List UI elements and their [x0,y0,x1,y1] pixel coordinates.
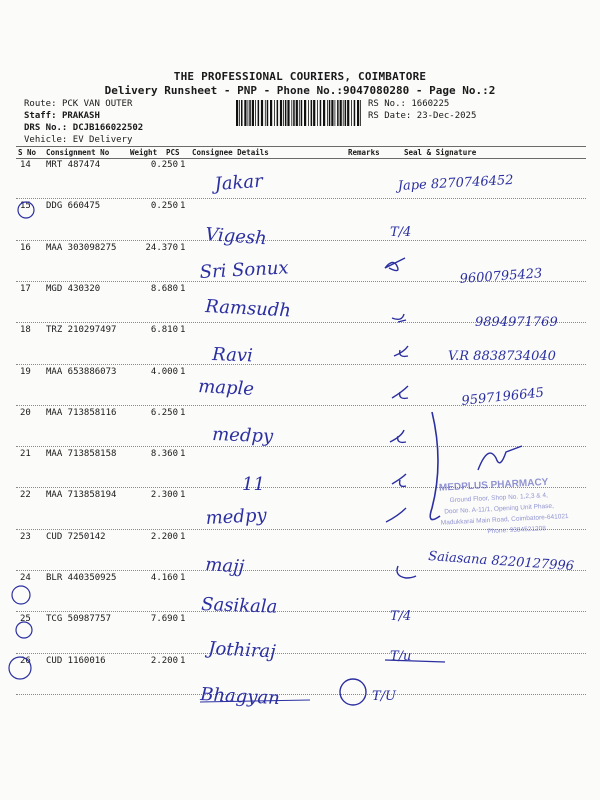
barcode-bar [236,100,238,126]
rs-no-value: 1660225 [411,99,450,109]
ink-mark-16 [385,258,405,271]
row-pcs: 1 [180,449,186,459]
runsheet-meta-left [24,98,143,146]
handwritten-consignee: Jakar [213,170,264,195]
row-sno: 17 [20,284,31,294]
row-sno: 20 [20,408,31,418]
route-line: Route: PCK VAN OUTER [24,99,133,109]
row-pcs: 1 [180,243,186,253]
row-divider [16,405,586,406]
table-row [16,449,586,461]
barcode-bar [323,100,325,126]
handwritten-consignee: majj [204,554,245,578]
row-divider [16,570,586,571]
row-pcs: 1 [180,532,186,542]
ink-mark-18 [394,346,408,356]
table-row [16,325,586,337]
handwritten-consignee: medpy [205,504,268,529]
barcode-bar [255,100,256,126]
ink-mark-20 [390,430,406,442]
row-divider [16,281,586,282]
table-row [16,367,586,379]
row-consignment: CUD 1160016 [46,656,106,666]
barcode-bar [248,100,249,126]
rs-date-value: 23-Dec-2025 [416,111,477,121]
barcode-bar [261,100,263,126]
staff-line: Staff: PRAKASH [24,111,100,121]
row-weight: 0.250 [150,160,178,170]
company-name: THE PROFESSIONAL COURIERS, COIMBATORE [173,70,427,83]
table-row [16,490,586,505]
col-consignee: Consignee Details [192,148,269,157]
row-divider [16,322,586,323]
route-value: PCK VAN OUTER [61,99,133,109]
barcode-bar [340,100,342,126]
ink-circle-24 [12,586,30,604]
handwritten-signature: V.R 8838734040 [448,349,556,364]
table-row [16,614,586,626]
drs-line: DRS No.: DCJB166022502 [24,123,144,133]
handwritten-signature: T/u [390,649,412,664]
ink-underline-26 [200,700,310,702]
ink-mark-19 [392,386,408,398]
handwritten-signature: T/U [372,689,397,704]
barcode-bar [311,100,313,126]
row-divider [16,694,586,695]
row-pcs: 1 [180,160,186,170]
row-consignment: MAA 713858194 [46,490,117,500]
row-pcs: 1 [180,614,186,624]
row-weight: 4.160 [150,573,178,583]
handwritten-consignee: Ravi [211,344,254,367]
barcode-bar [335,100,336,126]
row-consignment: DDG 660475 [46,201,101,211]
row-pcs: 1 [180,284,186,294]
barcode-bar [331,100,333,126]
handwritten-consignee: Bhagyan [199,684,281,710]
row-consignment: MAA 713858116 [46,408,117,418]
drs-value: DCJB166022502 [72,123,144,133]
row-pcs: 1 [180,573,186,583]
barcode-bar [308,100,309,126]
handwritten-signature: 9597196645 [460,385,545,409]
barcode-bar [291,100,292,126]
stamp-phone: Phone: 9384521208 [487,525,547,536]
ink-long-stroke [430,412,440,520]
col-seal: Seal & Signature [404,148,477,157]
barcode-bar [241,100,243,126]
barcode [236,100,364,126]
col-consignment: Consignment No [46,148,110,157]
row-weight: 0.250 [150,201,178,211]
staff-value: PRAKASH [61,111,100,121]
barcode-bar [351,100,352,126]
row-weight: 2.300 [150,490,178,500]
barcode-bar [258,100,260,126]
row-sno: 19 [20,367,31,377]
barcode-bar [337,100,339,126]
row-weight: 8.680 [150,284,178,294]
vehicle-value: EV Delivery [72,135,133,145]
row-consignment: BLR 440350925 [46,573,117,583]
barcode-bar [287,100,289,126]
table-row [16,160,586,172]
barcode-bar [329,100,331,126]
barcode-bar [277,100,279,126]
row-weight: 4.000 [150,367,178,377]
barcode-bar [313,100,315,126]
row-sno: 15 [20,201,31,211]
row-consignment: TCG 50987757 [46,614,112,624]
header-bottom-rule [16,158,586,159]
handwritten-signature: 9600795423 [459,266,543,287]
handwritten-consignee: Vigesh [204,224,268,250]
row-divider [16,198,586,199]
table-row [16,408,586,420]
row-sno: 24 [20,573,31,583]
stamp-line-1: Ground Floor, Shop No. 1,2,3 & 4, [449,492,549,505]
barcode-bar [327,100,328,126]
col-pcs: PCS [166,148,180,157]
barcode-bar [299,100,300,126]
row-weight: 6.810 [150,325,178,335]
row-divider [16,446,586,447]
rs-date-line: RS Date: 23-Dec-2025 [368,111,477,121]
barcode-bar [345,100,347,126]
handwritten-signature: T/4 [390,609,412,624]
row-pcs: 1 [180,201,186,211]
runsheet-title: Delivery Runsheet - PNP - Phone No.:9047080280 - Page No.:2 [104,84,496,97]
row-divider [16,240,586,241]
handwritten-consignee: Jothiraj [207,638,277,663]
col-remarks: Remarks [348,148,380,157]
row-divider [16,364,586,365]
row-weight: 8.360 [150,449,178,459]
barcode-bar [347,100,349,126]
rs-no-line: RS No.: 1660225 [368,99,450,109]
row-consignment: TRZ 210297497 [46,325,117,335]
barcode-bar [285,100,287,126]
row-consignment: MAA 653886073 [46,367,117,377]
table-row [16,243,586,255]
handwritten-signature: T/4 [390,225,412,240]
handwritten-signature: Saiasana 8220127996 [427,549,575,575]
row-divider [16,653,586,654]
table-row [16,284,586,296]
handwritten-signature: 9894971769 [475,315,558,330]
barcode-bar [357,100,359,126]
runsheet-meta-right [368,98,476,122]
row-sno: 23 [20,532,31,542]
handwritten-consignee: Ramsudh [204,296,292,322]
row-sno: 22 [20,490,31,500]
row-weight: 7.690 [150,614,178,624]
row-consignment: CUD 7250142 [46,532,106,542]
handwritten-consignee: 11 [242,474,265,495]
ink-mark-21 [392,474,406,486]
barcode-bar [296,100,298,126]
row-pcs: 1 [180,367,186,377]
row-consignment: MRT 487474 [46,160,101,170]
row-sno: 18 [20,325,31,335]
row-divider [16,487,586,488]
handwritten-consignee: Sasikala [200,594,278,618]
row-divider [16,611,586,612]
barcode-bar [239,100,240,126]
barcode-bar [280,100,282,126]
row-sno: 14 [20,160,31,170]
ink-mark-22 [386,508,406,522]
row-consignment: MGD 430320 [46,284,101,294]
row-sno: 16 [20,243,31,253]
barcode-bar [244,100,246,126]
stamp-name: MEDPLUS PHARMACY [438,476,549,494]
barcode-bar [343,100,344,126]
table-header [16,146,586,158]
row-consignment: MAA 713858158 [46,449,117,459]
row-sno: 21 [20,449,31,459]
table-row [16,532,586,544]
table-row [16,201,586,213]
row-sno: 26 [20,656,31,666]
col-sno: S No [18,148,37,157]
barcode-bar [274,100,275,126]
barcode-bar [293,100,295,126]
barcode-bar [267,100,269,126]
row-divider [16,529,586,530]
row-pcs: 1 [180,325,186,335]
handwritten-signature: Jape 8270746452 [397,172,514,194]
barcode-bar [249,100,251,126]
barcode-bar [360,100,361,126]
handwritten-consignee: Sri Sonux [199,257,290,283]
row-weight: 24.370 [145,243,178,253]
stamp-line-2: Door No. A-11/1, Opening Unit Phase, [444,502,555,516]
row-weight: 6.250 [150,408,178,418]
barcode-bar [301,100,303,126]
row-weight: 2.200 [150,656,178,666]
barcode-bar [317,100,318,126]
barcode-bar [283,100,284,126]
barcode-bar [320,100,322,126]
ink-mark-17 [392,314,406,322]
ink-circle-last [340,679,366,705]
table-row [16,656,586,668]
row-weight: 2.200 [150,532,178,542]
table-row [16,573,586,585]
vehicle-line: Vehicle: EV Delivery [24,135,133,145]
row-consignment: MAA 303098275 [46,243,117,253]
handwritten-consignee: maple [197,376,255,400]
barcode-bar [270,100,272,126]
row-pcs: 1 [180,490,186,500]
barcode-bar [354,100,356,126]
row-pcs: 1 [180,656,186,666]
handwritten-consignee: medpy [211,424,274,448]
col-weight: Weight [130,148,158,157]
stamp-line-3: Madukkarai Main Road, Coimbatore-641021 [440,512,569,527]
barcode-bar [265,100,266,126]
barcode-bar [304,100,306,126]
barcode-bar [252,100,254,126]
row-pcs: 1 [180,408,186,418]
row-sno: 25 [20,614,31,624]
